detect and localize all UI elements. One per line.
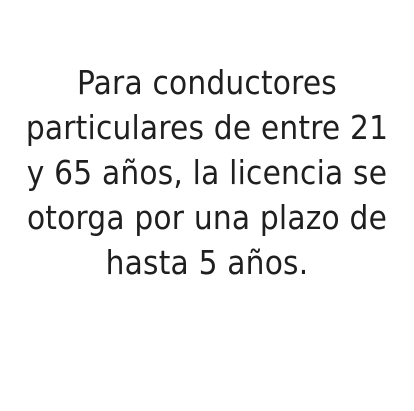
caption-line-3: y 65 años, la licencia se — [26, 153, 388, 192]
caption-line-4: otorga por una plazo de — [26, 198, 388, 237]
caption-line-1: Para conductores — [77, 63, 337, 102]
caption-text — [0, 60, 414, 285]
caption-line-5: hasta 5 años. — [105, 243, 309, 282]
caption-line-2: particulares de entre 21 — [25, 108, 389, 147]
